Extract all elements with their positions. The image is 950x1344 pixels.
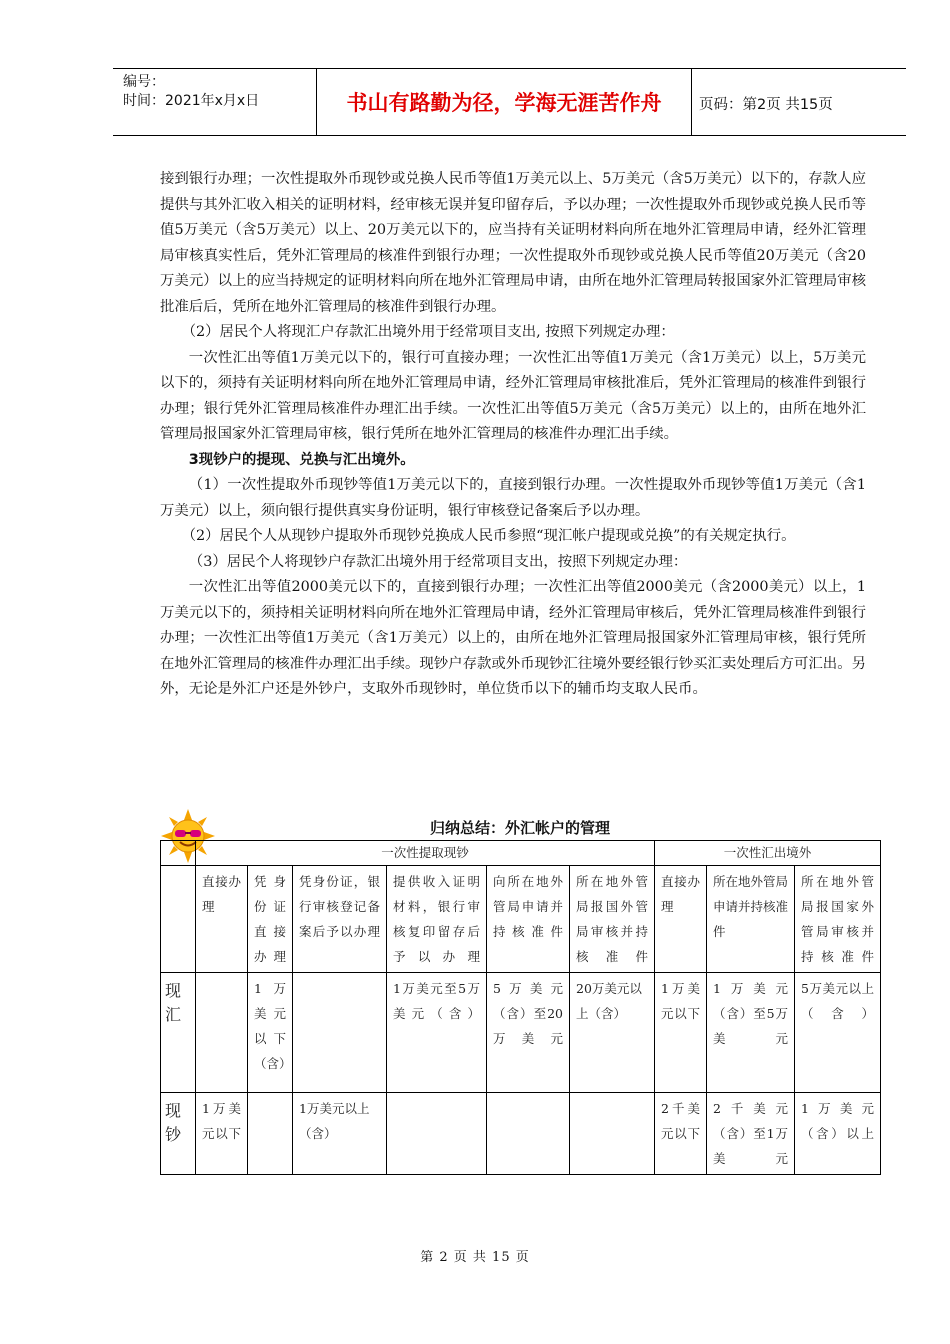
page-footer: 第 2 页 共 15 页 xyxy=(420,1250,530,1265)
column-header: 所在地外管局报国外管局审核并持核准件 xyxy=(570,866,655,973)
column-header: 凭身份证，银行审核登记备案后予以办理 xyxy=(293,866,387,973)
page-header xyxy=(113,68,906,136)
table-row xyxy=(161,1093,881,1175)
column-header: 向所在地外管局申请并持核准件 xyxy=(487,866,570,973)
table-cell: 1万美元以下 xyxy=(655,973,707,1093)
column-header: 凭身份证直接办理 xyxy=(248,866,293,973)
table-cell xyxy=(248,1093,293,1175)
group-withdraw-header: 一次性提取现钞 xyxy=(196,841,655,866)
table-cell: 2千美元以下 xyxy=(655,1093,707,1175)
group-remit-header: 一次性汇出境外 xyxy=(655,841,881,866)
document-body xyxy=(160,167,866,703)
column-header: 所在地外管局报国家外管局审核并持核准件 xyxy=(795,866,881,973)
table-cell xyxy=(570,1093,655,1175)
table-cell xyxy=(387,1093,487,1175)
table-cell: 5万美元以上（含） xyxy=(795,973,881,1093)
paragraph-8: 一次性汇出等值2000美元以下的，直接到银行办理；一次性汇出等值2000美元（含2000美元）以上，1万美元以下的，须持相关证明材料向所在地外汇管理局申请，经外汇管理局审核后，凭外汇管理局核准件到银行办理；一次性汇出等值1万美元（含1万美元）以上的，由所在地外汇管理局报国家外汇管理局审核，银行凭所在地外汇管理局的核准件办理汇出手续。现钞户存款或外币现钞汇往境外要经银行钞买汇卖处理后方可汇出。另外，无论是外汇户还是外钞户，支取外币现钞时，单位货币以下的辅币均支取人民币。 xyxy=(160,579,866,697)
table-row xyxy=(161,973,881,1093)
table-cell xyxy=(196,973,248,1093)
table-cell xyxy=(487,1093,570,1175)
column-header: 所在地外管局申请并持核准件 xyxy=(707,866,795,973)
table-cell: 1万美元以上（含） xyxy=(293,1093,387,1175)
table-column-header-row xyxy=(161,866,881,973)
page-info: 页码：第2页 共15页 xyxy=(699,97,833,113)
table-blank-cell xyxy=(161,866,196,973)
table-cell xyxy=(293,973,387,1093)
paragraph-5: （1）一次性提取外币现钞等值1万美元以下的，直接到银行办理。一次性提取外币现钞等值1万美元（含1万美元）以上，须向银行提供真实身份证明，银行审核登记备案后予以办理。 xyxy=(160,477,866,519)
table-group-header-row xyxy=(161,841,881,866)
paragraph-1: 接到银行办理；一次性提取外币现钞或兑换人民币等值1万美元以上、5万美元（含5万美元）以下的，存款人应提供与其外汇收入相关的证明材料，经审核无误并复印留存后，予以办理；一次性提取外币现钞或兑换人民币等值5万美元（含5万美元）以上、20万美元以下的，应当持有关证明材料向所在地外汇管理局申请，经外汇管理局审核真实性后，凭外汇管理局的核准件到银行办理；一次性提取外币现钞或兑换人民币等值20万美元（含20万美元）以上的应当持规定的证明材料向所在地外汇管理局申请，由所在地外汇管理局转报国家外汇管理局审核批准后后，凭所在地外汇管理局的核准件到银行办理。 xyxy=(160,171,866,315)
table-cell: 1万美元以下 xyxy=(196,1093,248,1175)
section-heading: 3现钞户的提现、兑换与汇出境外。 xyxy=(188,451,415,468)
motto: 书山有路勤为径，学海无涯苦作舟 xyxy=(316,69,692,135)
table-corner-cell xyxy=(161,841,196,866)
summary-table xyxy=(160,840,881,1175)
header-meta xyxy=(123,73,259,111)
paragraph-6: （2）居民个人从现钞户提取外币现钞兑换成人民币参照“现汇帐户提现或兑换”的有关规定执行。 xyxy=(181,528,796,544)
table-cell: 1万美元（含）以上 xyxy=(795,1093,881,1175)
number-label: 编号： xyxy=(123,74,165,90)
table-cell: 5万美元（含）至20万美元 xyxy=(487,973,570,1093)
row-header-xianhui: 现汇 xyxy=(161,973,196,1093)
column-header: 直接办理 xyxy=(655,866,707,973)
paragraph-2: （2）居民个人将现汇户存款汇出境外用于经常项目支出, 按照下列规定办理： xyxy=(181,324,675,340)
paragraph-7: （3）居民个人将现钞户存款汇出境外用于经常项目支出，按照下列规定办理： xyxy=(188,553,688,570)
table-cell: 20万美元以上（含） xyxy=(570,973,655,1093)
row-header-xianchao: 现钞 xyxy=(161,1093,196,1175)
table-cell: 1万美元（含）至5万美元 xyxy=(707,973,795,1093)
time-label: 时间：2021年x月x日 xyxy=(123,93,260,109)
table-cell: 1万美元至5万美元（含） xyxy=(387,973,487,1093)
table-cell: 1万美元以下（含） xyxy=(248,973,293,1093)
column-header: 直接办理 xyxy=(196,866,248,973)
paragraph-3: 一次性汇出等值1万美元以下的，银行可直接办理；一次性汇出等值1万美元（含1万美元）以上，5万美元以下的，须持有关证明材料向所在地外汇管理局申请，经外汇管理局审核批准后，凭外汇管理局的核准件到银行办理；银行凭外汇管理局核准件办理汇出手续。一次性汇出等值5万美元（含5万美元）以上的，由所在地外汇管理局报国家外汇管理局审核，银行凭所在地外汇管理局的核准件办理汇出手续。 xyxy=(160,349,866,442)
table-cell: 2千美元（含）至1万美元 xyxy=(707,1093,795,1175)
summary-title: 归纳总结：外汇帐户的管理 xyxy=(429,819,610,837)
column-header: 提供收入证明材料，银行审核复印留存后予以办理 xyxy=(387,866,487,973)
